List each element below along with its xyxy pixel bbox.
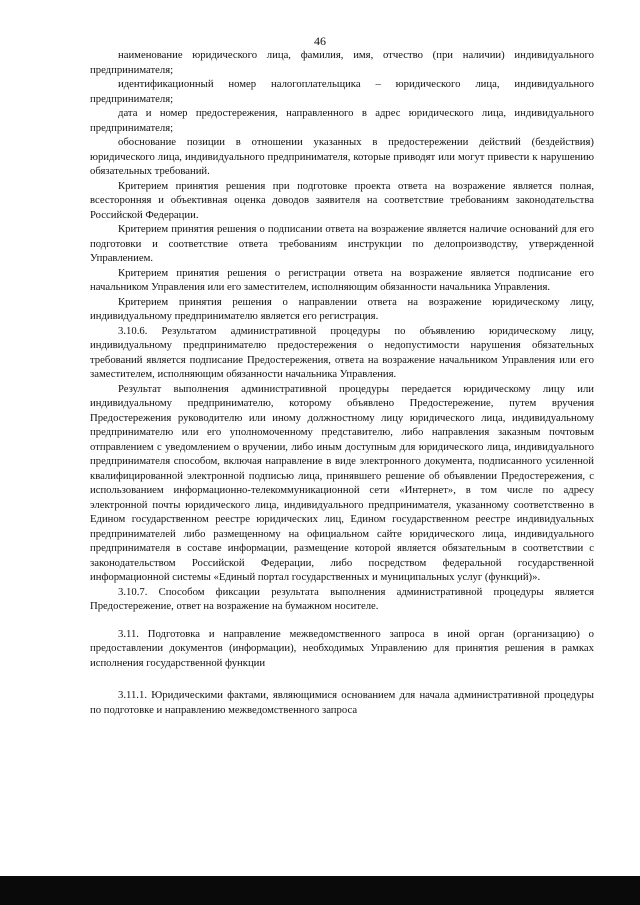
paragraph-3-10-7: 3.10.7. Способом фиксации результата выполнения административной процедуры является Предостережение, ответ на возражение на бумажном носителе. (90, 585, 594, 612)
paragraph-company-name: наименование юридического лица, фамилия, имя, отчество (при наличии) индивидуального предпринимателя; (90, 49, 594, 76)
paragraph-warning-date: дата и номер предостережения, направленного в адрес юридического лица, индивидуального предпринимателя; (90, 107, 594, 134)
paragraph-inn: идентификационный номер налогоплательщика – юридического лица, индивидуального предпринимателя; (90, 78, 594, 105)
paragraph-criterion-registration: Критерием принятия решения о регистрации ответа на возражение является подписание его начальником Управления или его заместителем, исполняющим обязанности начальника Управления. (90, 266, 594, 293)
scan-border-bar (0, 876, 640, 905)
paragraph-result-delivery: Результат выполнения административной процедуры передается юридическому лицу или индивидуальному предпринимателю, которому объявлено Предостережение, путем вручения Предостережения руководителю или иному должностному лицу юридического лица, индивидуальному предпринимателю или его уполномоченному представителю, либо направления заказным почтовым отправлением с уведомлением о вручении, либо иным доступным для юридического лица, индивидуального предпринимателя способом, включая направление в виде электронного документа, подписанного усиленной квалифицированной электронной подписью лица, принявшего решение об объявлении Предостережения, с использованием информационно-телекоммуникационной сети «Интернет», в том числе по адресу электронной почты юридического лица, индивидуального предпринимателя, указанному соответственно в Едином государственном реестре юридических лиц, Едином государственном реестре индивидуальных предпринимателей либо размещенному на официальном сайте юридического лица, индивидуального предпринимателя в составе информации, размещение которой является обязательным в соответствии с законодательством Российской Федерации, либо посредством федеральной государственной информационной системы «Единый портал государственных и муниципальных услуг (функций)». (90, 382, 594, 583)
paragraph-position-rationale: обоснование позиции в отношении указанных в предостережении действий (бездействия) юридического лица, индивидуального предпринимателя, которые приводят или могут привести к нарушению обязательных требований. (90, 136, 594, 177)
paragraph-3-11-1: 3.11.1. Юридическими фактами, являющимися основанием для начала административной процедуры по подготовке и направлению межведомственного запроса (90, 689, 594, 716)
paragraph-criterion-signing: Критерием принятия решения о подписании ответа на возражение является наличие оснований для его подготовки и соответствие ответа требованиям инструкции по делопроизводству, утвержденной Управлением. (90, 223, 594, 264)
paragraph-criterion-sending: Критерием принятия решения о направлении ответа на возражение юридическому лицу, индивидуальному предпринимателю является его регистрация. (90, 295, 594, 322)
page-number: 46 (314, 34, 326, 48)
section-heading-3-11: 3.11. Подготовка и направление межведомственного запроса в иной орган (организацию) о предоставлении документов (информации), необходимых Управлению для принятия решения в рамках исполнения государственной функции (90, 627, 594, 669)
paragraph-3-10-6: 3.10.6. Результатом административной процедуры по объявлению юридическому лицу, индивидуальному предпринимателю предостережения о недопустимости нарушения обязательных требований является подписание Предостережения, ответа на возражение начальником Управления или его заместителем, исполняющим обязанности начальника Управления. (90, 324, 594, 380)
paragraph-criterion-draft: Критерием принятия решения при подготовке проекта ответа на возражение является полная, всесторонняя и объективная оценка доводов заявителя на соответствие требованиям законодательства Российской Федерации. (90, 179, 594, 221)
document-body (90, 48, 594, 717)
